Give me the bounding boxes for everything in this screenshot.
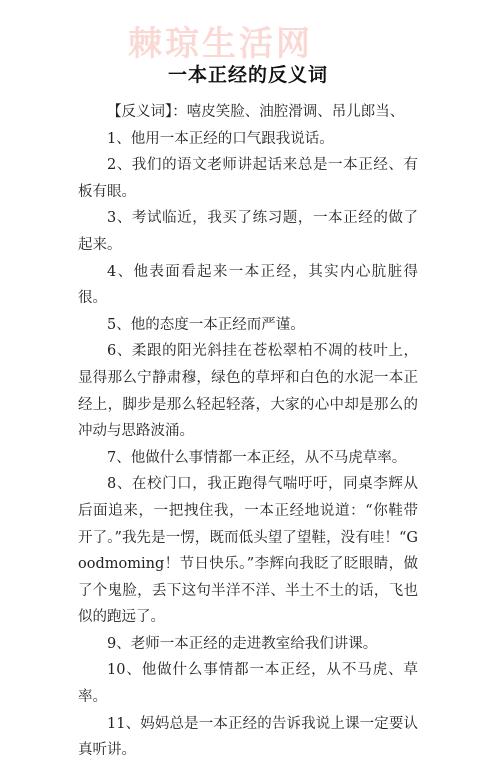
document-body — [78, 99, 418, 764]
antonym-line: 【反义词】：嘻皮笑脸、油腔滑调、吊儿郎当、 — [107, 104, 405, 120]
example-sentence-11: 11、妈妈总是一本正经的告诉我说上课一定要认真听讲。 — [78, 715, 418, 759]
example-sentence-6: 6、柔跟的阳光斜挂在苍松翠柏不凋的枝叶上，显得那么宁静肃穆，绿色的草坪和白色的水泥一本正经上，脚步是那么轻起轻落，大家的心中却是那么的冲动与思路波涌。 — [78, 343, 418, 440]
example-sentence-7: 7、他做什么事情都一本正经，从不马虎草率。 — [107, 449, 407, 466]
example-sentence-4: 4、他表面看起来一本正经，其实内心肮脏得很。 — [78, 263, 418, 307]
example-sentence-8: 8、在校门口，我正跑得气喘吁吁，同桌李辉从后面追来，一把拽住我，一本正经地说道：“你鞋带开了。”我先是一愣，既而低头望了望鞋，没有哇！“Goodmoming！节日快乐。”李辉向我眨了眨眼睛，做了个鬼脸，丢下这句半洋不洋、半土不土的话，飞也似的跑远了。 — [78, 476, 418, 626]
example-sentence-1: 1、他用一本正经的口气跟我说话。 — [107, 130, 334, 147]
example-sentence-3: 3、考试临近，我买了练习题，一本正经的做了起来。 — [78, 210, 418, 253]
example-sentence-9: 9、老师一本正经的走进教室给我们讲课。 — [107, 635, 378, 652]
example-sentence-2: 2、我们的语文老师讲起话来总是一本正经、有板有眼。 — [78, 157, 418, 200]
page-title: 一本正经的反义词 — [167, 64, 328, 86]
site-watermark: 棘琼生活网 — [128, 24, 313, 64]
example-sentence-5: 5、他的态度一本正经而严谨。 — [107, 316, 305, 333]
example-sentence-10: 10、他做什么事情都一本正经，从不马虎、草率。 — [78, 662, 418, 706]
